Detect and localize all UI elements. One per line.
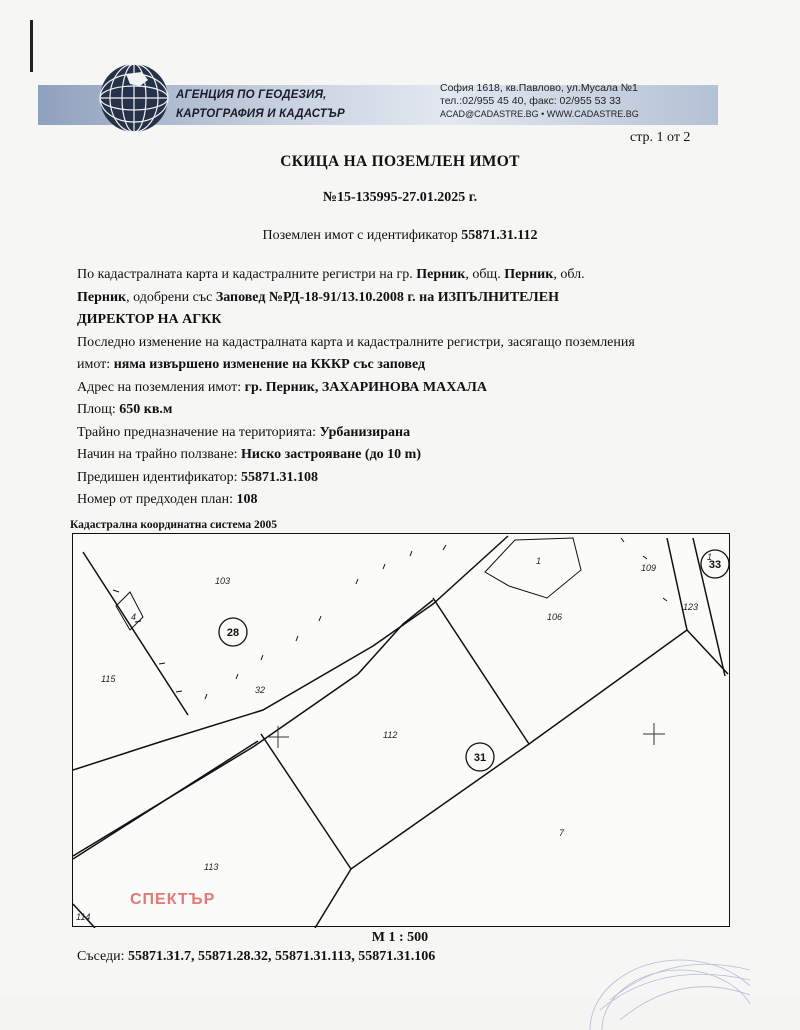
agency-contacts — [440, 82, 660, 121]
neighbours-label: Съседи: — [77, 949, 125, 964]
parcel-label-32: 32 — [255, 685, 266, 695]
parcel-label-123: 123 — [683, 602, 699, 612]
last-change-label: имот: — [77, 357, 111, 372]
parcel-boundary-103 — [83, 552, 188, 715]
parcel-label-109: 109 — [641, 563, 657, 573]
usage-line — [77, 444, 727, 467]
prev-plan-label: Номер от предходен план: — [77, 492, 233, 507]
purpose-value: Урбанизирана — [319, 424, 411, 440]
parcel-label-106: 106 — [547, 612, 563, 622]
city: Перник — [416, 267, 466, 282]
parcel-identifier-line — [0, 228, 800, 244]
prev-id-line — [77, 467, 727, 490]
purpose-line — [77, 422, 727, 445]
map-text-4: , одобрени със — [126, 289, 213, 305]
parcel-label-7: 7 — [559, 828, 565, 838]
map-text-3: , обл. — [553, 267, 585, 282]
parcel-boundary-113 — [73, 741, 258, 859]
parcel-label-114: 114 — [76, 912, 91, 922]
usage-label: Начин на трайно ползване: — [77, 447, 238, 462]
last-change-line: Последно изменение на кадастралната карта и кадастралните регистри, засягащо поземления — [77, 334, 635, 350]
cadastral-map-line — [77, 264, 727, 287]
usage-value: Ниско застрояване (до 10 m) — [241, 447, 421, 462]
approval-order: Заповед №РД-18-91/13.10.2008 г. на ИЗПЪЛНИТЕЛЕН — [215, 289, 559, 305]
parcel-label-112: 112 — [383, 730, 398, 740]
stamp-seal-icon — [560, 940, 750, 1030]
last-change-value: няма извършено изменение на КККР със заповед — [113, 357, 426, 372]
parcel-label-1: 1 — [536, 556, 542, 566]
parcel-boundary-106 — [529, 630, 687, 744]
purpose-label: Трайно предназначение на територията: — [77, 424, 316, 440]
building-1 — [485, 538, 581, 598]
agency-name-line1: АГЕНЦИЯ ПО ГЕОДЕЗИЯ, — [176, 89, 327, 101]
parcel-boundary-7 — [315, 869, 351, 928]
document-number: №15-135995-27.01.2025 г. — [322, 190, 478, 205]
area-value: 650 кв.м — [119, 402, 173, 417]
map-drawing — [73, 534, 731, 928]
map-text-1: По кадастралната карта и кадастралните регистри на гр. — [77, 267, 413, 282]
address-value: гр. Перник, ЗАХАРИНОВА МАХАЛА — [244, 379, 487, 395]
building-label-right: 1 — [707, 552, 713, 562]
watermark: СПЕКТЪР — [130, 891, 216, 908]
agency-address: София 1618, кв.Павлово, ул.Мусала №1 — [440, 82, 638, 94]
block-number-28: 28 — [226, 627, 240, 639]
cadastral-map-line2 — [77, 287, 727, 310]
coordinate-system-label: Кадастрална координатна система 2005 — [70, 519, 277, 531]
prev-plan-line — [77, 489, 727, 512]
parcel-label-113: 113 — [204, 862, 219, 872]
binder-mark — [30, 20, 33, 72]
last-change-line2 — [77, 354, 727, 377]
block-number-31: 31 — [473, 752, 487, 764]
parcel-fields — [77, 264, 727, 512]
parcel-label-4: 4 — [131, 612, 137, 622]
map-text-2: , общ. — [465, 267, 501, 282]
area-line — [77, 399, 727, 422]
agency-name — [176, 86, 416, 124]
page-number: стр. 1 от 2 — [630, 130, 691, 145]
street-lower-edge — [73, 600, 433, 856]
approval-order-cont: ДИРЕКТОР НА АГКК — [77, 312, 222, 327]
parcel-label-115: 115 — [101, 674, 116, 684]
region: Перник — [77, 289, 127, 305]
agency-name-line2: КАРТОГРАФИЯ И КАДАСТЪР — [176, 108, 345, 120]
municipality: Перник — [504, 267, 554, 282]
document-title: СКИЦА НА ПОЗЕМЛЕН ИМОТ — [280, 153, 520, 170]
area-label: Площ: — [77, 402, 116, 417]
prev-id-label: Предишен идентификатор: — [77, 469, 238, 485]
cadastral-map-line3 — [77, 309, 727, 332]
neighbours-line — [77, 949, 435, 965]
address-label: Адрес на поземления имот: — [77, 379, 242, 395]
agency-phones: тел.:02/955 45 40, факс: 02/955 53 33 — [440, 95, 621, 107]
cadastral-map — [72, 533, 730, 927]
parcel-label-103: 103 — [215, 576, 231, 586]
prev-plan-value: 108 — [236, 492, 258, 507]
prev-id-value: 55871.31.108 — [241, 469, 319, 485]
address-line — [77, 377, 727, 400]
globe-logo-icon — [96, 60, 172, 136]
identifier-label: Поземлен имот с идентификатор — [262, 228, 458, 243]
map-scale: М 1 : 500 — [371, 930, 429, 945]
neighbours-value: 55871.31.7, 55871.28.32, 55871.31.113, 55871.31.106 — [128, 949, 436, 964]
agency-web: ACAD@CADASTRE.BG • WWW.CADASTRE.BG — [440, 109, 639, 119]
block-number-33: 33 — [708, 559, 722, 571]
identifier-value: 55871.31.112 — [461, 228, 538, 243]
street-upper-edge — [73, 536, 508, 770]
